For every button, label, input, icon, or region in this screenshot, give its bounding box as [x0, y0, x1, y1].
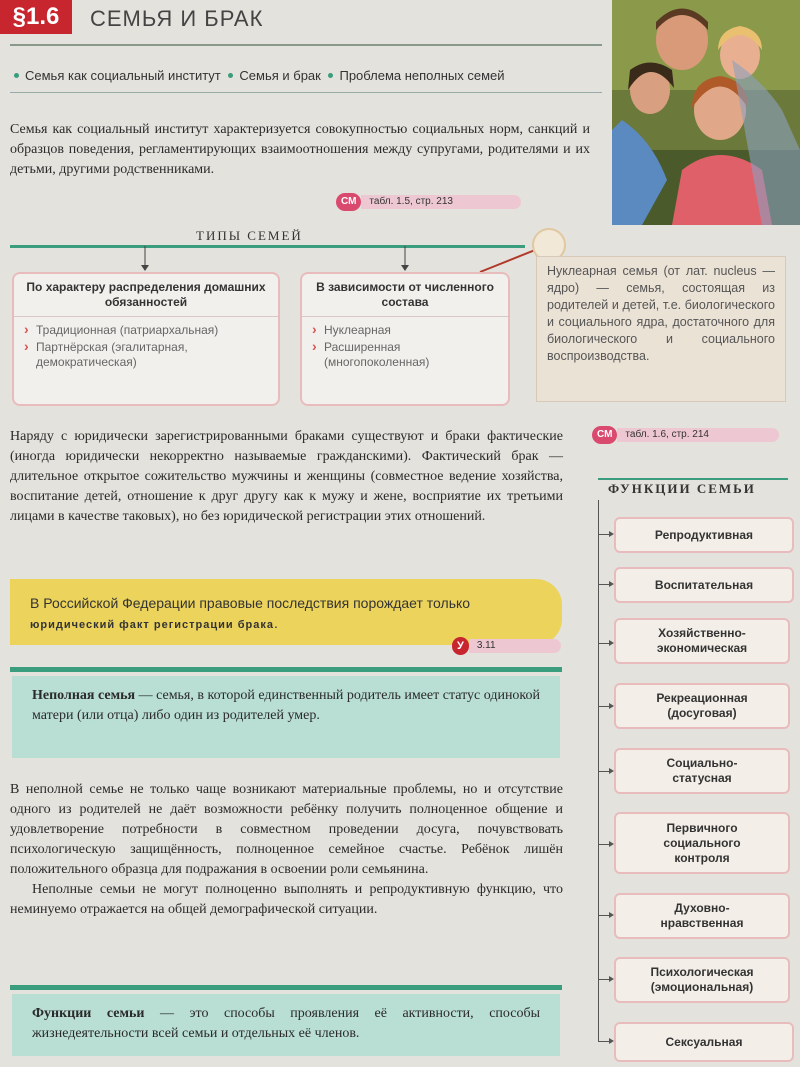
functions-heading-line-top [598, 478, 788, 480]
arrow-icon [598, 584, 612, 585]
cm-ref-text: табл. 1.5, стр. 213 [361, 195, 521, 209]
function-item: Первичного социального контроля [614, 812, 790, 874]
types-box-item: › Нуклеарная [310, 323, 500, 338]
intro-paragraph: Семья как социальный институт характеризуется совокупностью социальных норм, санкций и образцов поведения, регламентирующих взаимоотношения между супругами, родителями и их детьми, другими родственниками. [10, 122, 590, 177]
arrow-icon [598, 979, 612, 980]
topics-list [10, 68, 600, 83]
types-connectors [0, 246, 540, 274]
definition-term: Неполная семья [32, 688, 136, 703]
function-item: Репродуктивная [614, 517, 794, 553]
cm-ref-text: табл. 1.6, стр. 214 [617, 428, 779, 442]
highlight-text-part: В Российской Федерации правовые последствия порождает только [30, 595, 471, 611]
types-heading: ТИПЫ СЕМЕЙ [196, 228, 303, 243]
types-box-header: По характеру распределения домашних обязанностей [14, 274, 278, 317]
definition-text: — семья, в которой единственный родитель имеет статус одинокой матери (или отца) либо один из родителей умер. [32, 688, 541, 723]
marriage-paragraph: Наряду с юридически зарегистрированными браками существуют и браки фактические (иногда юридически некорректно называемые гражданскими). Фактический брак — длительное открытое сожительство мужчины и женщины (совместное ведение хозяйства, воспитание детей, отношение к друг другу как к мужу и жене, восприятие их третьими лицами в качестве таковых), но без юридической регистрации этих отношений. [10, 429, 563, 524]
definition-term: Функции семьи [32, 1006, 145, 1021]
legal-fact-highlight [10, 579, 562, 645]
highlight-period: . [274, 615, 278, 631]
cm-badge: СМ [592, 426, 617, 444]
function-item: Социально-статусная [614, 748, 790, 794]
functions-heading: ФУНКЦИИ СЕМЬИ [608, 481, 756, 496]
definition-incomplete-family [12, 676, 560, 758]
cm-reference[interactable] [592, 426, 779, 444]
types-box-header: В зависимости от численного состава [302, 274, 508, 317]
highlight-emphasis: юридический факт регистрации брака [30, 619, 274, 631]
function-item: Воспитательная [614, 567, 794, 603]
topic-item: Проблема неполных семей [339, 68, 505, 83]
header-divider [10, 44, 602, 46]
bullet-icon [328, 73, 333, 78]
function-item: Хозяйственно-экономическая [614, 618, 790, 664]
definition-top-bar [10, 667, 562, 672]
arrow-icon [598, 915, 612, 916]
u-badge: У [452, 637, 469, 655]
function-item: Духовно-нравственная [614, 893, 790, 939]
types-box-item: › Расширенная (многопоколенная) [310, 340, 500, 370]
definition-family-functions [12, 994, 560, 1056]
bullet-icon [228, 73, 233, 78]
arrow-icon [598, 534, 612, 535]
u-ref-text: 3.11 [469, 639, 561, 653]
reproductive-paragraph: Неполные семьи не могут полноценно выполнять и репродуктивную функцию, что неминуемо отражается на общей демографической ситуации. [10, 882, 563, 917]
u-reference[interactable] [452, 637, 561, 655]
definition-top-bar [10, 985, 562, 990]
incomplete-family-paragraph: В неполной семье не только чаще возникают материальные проблемы, но и отсутствие одного из родителей не даёт возможности ребёнку получить полноценное общение и удовлетворение потребности в совместном проведении досуга, почувствовать психологическую защищённость, полноценное семейное счастье. Ребёнок лишён положительного образца для подражания в освоении роли семьянина. [10, 782, 563, 877]
definition-text: — это способы проявления её активности, способы жизнедеятельности всей семьи и отдельных её членов. [32, 1006, 540, 1041]
types-box-size [300, 272, 510, 406]
types-box-item: › Партнёрская (эгалитарная, демократическая) [22, 340, 270, 370]
intro-text-block [10, 120, 590, 180]
arrow-icon [598, 771, 612, 772]
arrow-icon [598, 706, 612, 707]
arrow-icon [598, 1041, 612, 1042]
page-title: СЕМЬЯ И БРАК [90, 6, 264, 31]
topics-divider [10, 92, 602, 93]
arrow-icon [598, 643, 612, 644]
cm-reference[interactable] [336, 193, 521, 211]
topic-item: Семья и брак [239, 68, 321, 83]
function-item: Рекреационная (досуговая) [614, 683, 790, 729]
marriage-text-block [10, 427, 563, 527]
section-badge: §1.6 [0, 0, 72, 34]
types-box-item: › Традиционная (патриархальная) [22, 323, 270, 338]
types-box-distribution [12, 272, 280, 406]
family-photo [612, 0, 800, 225]
highlight-text [10, 579, 562, 635]
cm-badge: СМ [336, 193, 361, 211]
function-item: Психологическая (эмоциональная) [614, 957, 790, 1003]
incomplete-family-text-block [10, 780, 563, 920]
topic-item: Семья как социальный институт [25, 68, 221, 83]
bullet-icon [14, 73, 19, 78]
function-item: Сексуальная [614, 1022, 794, 1062]
nuclear-family-note: Нуклеарная семья (от лат. nucleus — ядро) — семья, состоящая из родителей и детей, т.е. биологического и социального ядра, достаточного для биологического и социального воспроизводства. [536, 256, 786, 402]
arrow-icon [598, 844, 612, 845]
